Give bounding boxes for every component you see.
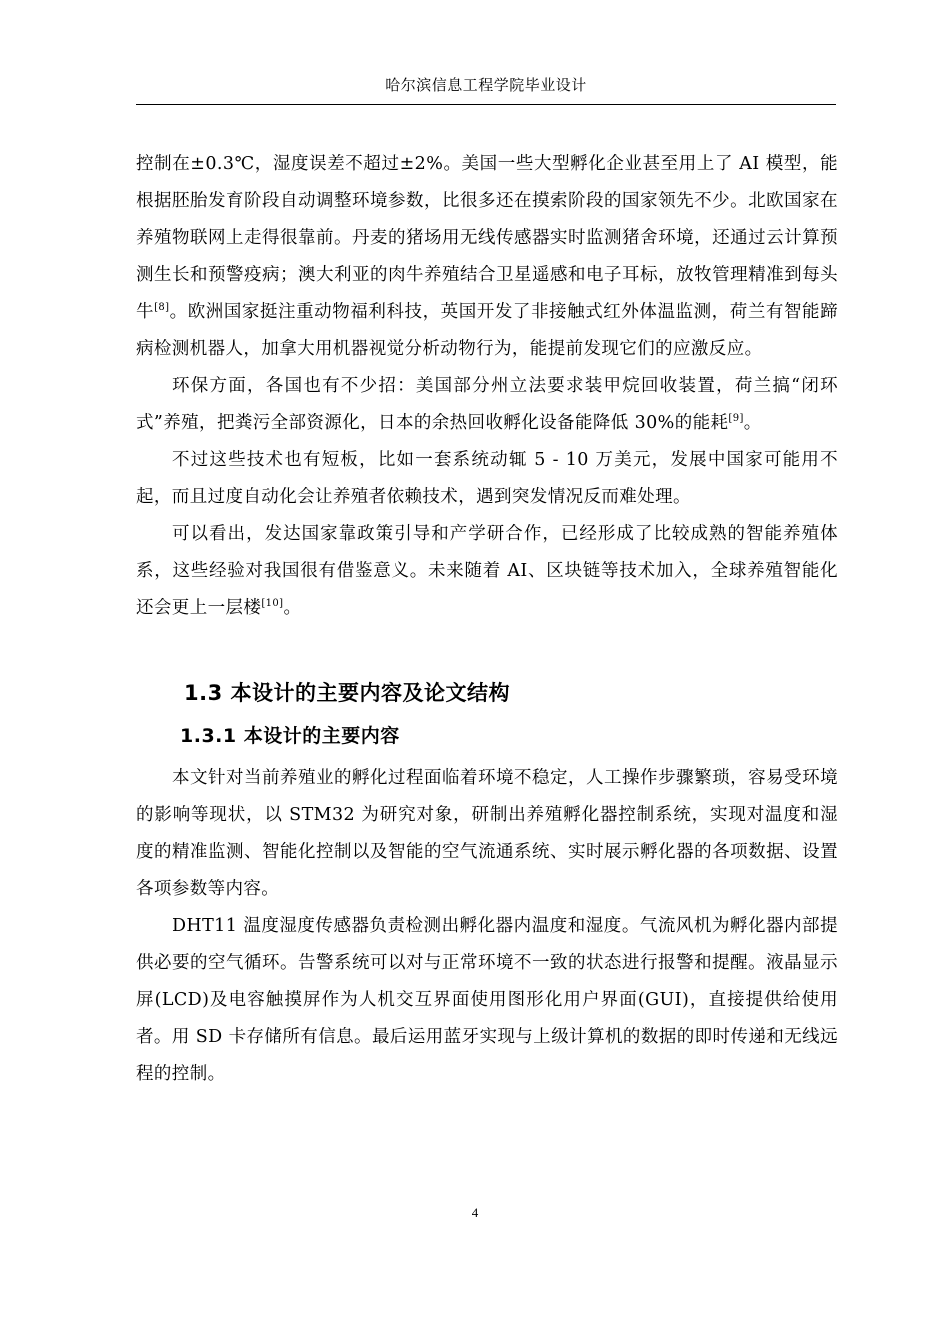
body-paragraph-3 — [136, 442, 838, 516]
citation-10: [10] — [261, 598, 284, 609]
paragraph-text: DHT11 温度湿度传感器负责检测出孵化器内温度和湿度。气流风机为孵化器内部提供必要的空气循环。告警系统可以对与正常环境不一致的状态进行报警和提醒。液晶显示屏(LCD)及电容触摸屏作为人机交互界面使用图形化用户界面(GUI)，直接提供给使用者。用 SD 卡存储所有信息。最后运用蓝牙实现与上级计算机的数据的即时传递和无线远程的控制。 — [136, 916, 838, 1084]
citation-9: [9] — [728, 413, 744, 424]
body-paragraph-5 — [136, 760, 838, 908]
paragraph-text: 本文针对当前养殖业的孵化过程面临着环境不稳定，人工操作步骤繁琐，容易受环境的影响等现状，以 STM32 为研究对象，研制出养殖孵化器控制系统，实现对温度和湿度的精准监测、智能化控制以及智能的空气流通系统、实时展示孵化器的各项数据、设置各项参数等内容。 — [136, 768, 838, 899]
page-number: 4 — [471, 1205, 479, 1220]
page-header-title: 哈尔滨信息工程学院毕业设计 — [385, 76, 587, 94]
heading-spacer — [136, 707, 838, 721]
paragraph-text: 环保方面，各国也有不少招：美国部分州立法要求装甲烷回收装置，荷兰搞“闭环式”养殖，把粪污全部资源化，日本的余热回收孵化设备能降低 30%的能耗 — [136, 376, 838, 433]
section-heading: 1.3 本设计的主要内容及论文结构 — [184, 681, 511, 705]
body-paragraph-6 — [136, 908, 838, 1093]
paragraph-text: 可以看出，发达国家靠政策引导和产学研合作，已经形成了比较成熟的智能养殖体系，这些经验对我国很有借鉴意义。未来随着 AI、区块链等技术加入，全球养殖智能化还会更上一层楼 — [136, 524, 838, 618]
section-spacer — [136, 627, 838, 677]
paragraph-text: 。 — [743, 413, 762, 433]
paragraph-text: 。 — [283, 598, 302, 618]
document-body — [136, 146, 838, 1093]
body-paragraph-1 — [136, 146, 838, 368]
subsection-heading: 1.3.1 本设计的主要内容 — [180, 725, 400, 747]
paragraph-text: 不过这些技术也有短板，比如一套系统动辄 5 - 10 万美元，发展中国家可能用不起，而且过度自动化会让养殖者依赖技术，遇到突发情况反而难处理。 — [136, 450, 838, 507]
body-paragraph-4 — [136, 516, 838, 627]
subheading-spacer — [136, 748, 838, 760]
paragraph-text: 控制在±0.3℃，湿度误差不超过±2%。美国一些大型孵化企业甚至用上了 AI 模型，能根据胚胎发育阶段自动调整环境参数，比很多还在摸索阶段的国家领先不少。北欧国家在养殖物联网上走得很靠前。丹麦的猪场用无线传感器实时监测猪舍环境，还通过云计算预测生长和预警疫病；澳大利亚的肉牛养殖结合卫星遥感和电子耳标，放牧管理精准到每头牛 — [136, 154, 838, 322]
header-divider — [136, 104, 836, 105]
body-paragraph-2 — [136, 368, 838, 442]
paragraph-text: 。欧洲国家挺注重动物福利科技，英国开发了非接触式红外体温监测，荷兰有智能蹄病检测机器人，加拿大用机器视觉分析动物行为，能提前发现它们的应激反应。 — [136, 302, 838, 359]
citation-8: [8] — [154, 302, 170, 313]
